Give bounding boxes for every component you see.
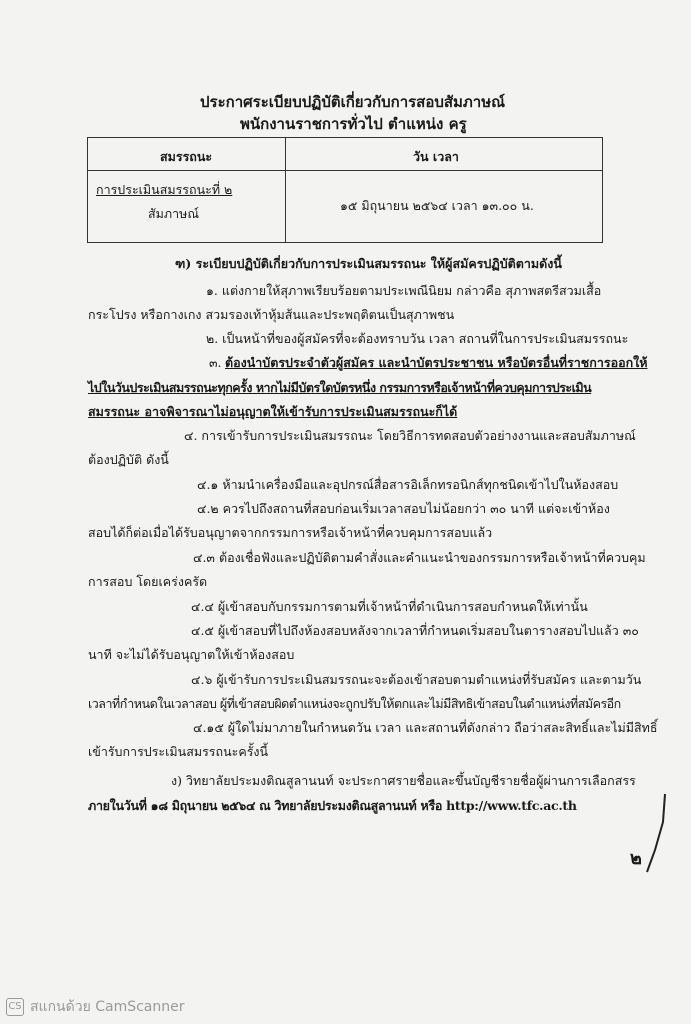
item-4-line2: ต้องปฏิบัติ ดังนี้: [88, 452, 169, 467]
table-header-competency: สมรรถนะ: [160, 149, 213, 164]
document-title-line1: ประกาศระเบียบปฏิบัติเกี่ยวกับการสอบสัมภาษณ์: [200, 93, 506, 111]
item-4-3-line2: การสอบ โดยเคร่งครัด: [88, 574, 208, 589]
item-4-4: ๔.๔ ผู้เข้าสอบกับกรรมการตามที่เจ้าหน้าที่ดำเนินการสอบกำหนดให้เท่านั้น: [191, 599, 588, 614]
item-4-6-line2: เวลาที่กำหนดในเวลาสอบ ผู้ที่เข้าสอบผิดตำแหน่งจะถูกปรับให้ตกและไม่มีสิทธิเข้าสอบในตำแหน่งที่สมัครอีก: [88, 696, 621, 711]
camscanner-watermark-text: สแกนด้วย CamScanner: [30, 999, 185, 1015]
item-3-line1: ต้องนำบัตรประจำตัวผู้สมัคร และนำบัตรประชาชน หรือบัตรอื่นที่ราชการออกให้: [225, 355, 648, 370]
table-cell-competency-type: สัมภาษณ์: [148, 206, 199, 221]
table-cell-competency-name: การประเมินสมรรถนะที่ ๒: [96, 182, 233, 197]
table-divider-horizontal: [88, 170, 602, 171]
item-2: ๒. เป็นหน้าที่ของผู้สมัครที่จะต้องทราบวัน เวลา สถานที่ในการประเมินสมรรถนะ: [206, 331, 629, 346]
item-4-6-line1: ๔.๖ ผู้เข้ารับการประเมินสมรรถนะจะต้องเข้าสอบตามตำแหน่งที่รับสมัคร และตามวัน: [191, 672, 642, 687]
item-4-5-line1: ๔.๕ ผู้เข้าสอบที่ไปถึงห้องสอบหลังจากเวลาที่กำหนดเริ่มสอบในตารางสอบไปแล้ว ๓๐: [191, 623, 639, 638]
item-4-15-line2: เข้ารับการประเมินสมรรถนะครั้งนี้: [88, 744, 269, 759]
page-number: ๒: [630, 848, 642, 869]
item-1-line2: กระโปรง หรือกางเกง สวมรองเท้าหุ้มส้นและประพฤติตนเป็นสุภาพชน: [88, 307, 455, 322]
item-4-5-line2: นาที จะไม่ได้รับอนุญาตให้เข้าห้องสอบ: [88, 647, 295, 662]
section-g-heading: ฑ) ระเบียบปฏิบัติเกี่ยวกับการประเมินสมรรถนะ ให้ผู้สมัครปฏิบัติตามดังนี้: [175, 256, 562, 271]
camscanner-logo-icon: CS: [6, 998, 24, 1016]
item-4-3-line1: ๔.๓ ต้องเชื่อฟังและปฏิบัติตามคำสั่งและคำแนะนำของกรรมการหรือเจ้าหน้าที่ควบคุม: [193, 550, 646, 565]
item-3-line2: ไปในวันประเมินสมรรถนะทุกครั้ง หากไม่มีบัตรใดบัตรหนึ่ง กรรมการหรือเจ้าหน้าที่ควบคุมการประเมิน: [88, 380, 592, 395]
table-cell-datetime: ๑๕ มิถุนายน ๒๕๖๔ เวลา ๑๓.๐๐ น.: [340, 198, 534, 213]
camscanner-watermark: [6, 996, 185, 1018]
item-4-2-line1: ๔.๒ ควรไปถึงสถานที่สอบก่อนเริ่มเวลาสอบไม่น้อยกว่า ๓๐ นาที แต่จะเข้าห้อง: [197, 501, 610, 516]
section-j-line2: ภายในวันที่ ๑๘ มิถุนายน ๒๕๖๔ ณ วิทยาลัยประมงติณสูลานนท์ หรือ http://www.tfc.ac.th: [88, 798, 577, 813]
item-4-15-line1: ๔.๑๕ ผู้ใดไม่มาภายในกำหนดวัน เวลา และสถานที่ดังกล่าว ถือว่าสละสิทธิ์และไม่มีสิทธิ์: [193, 720, 658, 735]
table-header-datetime: วัน เวลา: [413, 149, 459, 164]
item-4-1: ๔.๑ ห้ามนำเครื่องมือและอุปกรณ์สื่อสารอิเล็กทรอนิกส์ทุกชนิดเข้าไปในห้องสอบ: [197, 477, 619, 492]
section-j-line1: ง) วิทยาลัยประมงติณสูลานนท์ จะประกาศรายชื่อและขึ้นบัญชีรายชื่อผู้ผ่านการเลือกสรร: [171, 773, 636, 788]
item-4-2-line2: สอบได้ก็ต่อเมื่อได้รับอนุญาตจากกรรมการหรือเจ้าหน้าที่ควบคุมการสอบแล้ว: [88, 525, 493, 540]
schedule-table: [87, 137, 603, 243]
item-4-line1: ๔. การเข้ารับการประเมินสมรรถนะ โดยวิธีการทดสอบตัวอย่างงานและสอบสัมภาษณ์: [184, 428, 636, 443]
table-divider-vertical: [285, 138, 286, 242]
item-3-prefix: ๓.: [209, 355, 222, 370]
item-1-line1: ๑. แต่งกายให้สุภาพเรียบร้อยตามประเพณีนิยม กล่าวคือ สุภาพสตรีสวมเสื้อ: [206, 283, 602, 298]
item-3-line3: สมรรถนะ อาจพิจารณาไม่อนุญาตให้เข้ารับการประเมินสมรรถนะก็ได้: [88, 404, 458, 419]
document-title-line2: พนักงานราชการทั่วไป ตำแหน่ง ครู: [240, 115, 467, 133]
